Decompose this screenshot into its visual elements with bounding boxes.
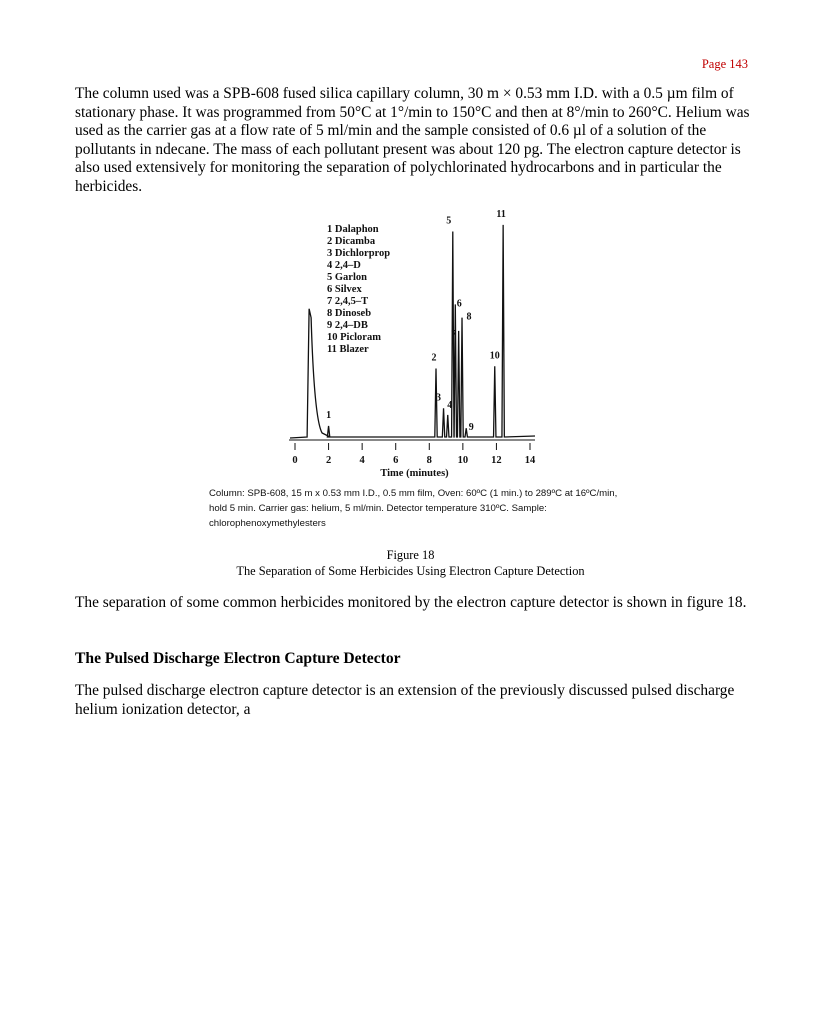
paragraph-column-conditions: The column used was a SPB-608 fused silica capillary column, 30 m × 0.53 mm I.D. with a 0.5 µm film of stationary phase. It was programmed from 50°C at 1°/min to 150°C and then at 8°/min to 260°C. Helium was used as the carrier gas at a flow rate of 5 ml/min and the sample consisted of 0.6 µl of a solution of the pollutants in ndecane. The mass of each pollutant present was about 120 pg. The electron capture detector is also used extensively for monitoring the separation of polychlorinated hydrocarbons and in particular the herbicides.	[75, 85, 750, 195]
figure-18-chromatogram	[200, 208, 630, 528]
peak-label-6: 6	[456, 298, 462, 310]
chromatogram-svg	[200, 208, 630, 488]
peak-label-4: 4	[447, 399, 453, 411]
section-heading: The Pulsed Discharge Electron Capture Detector	[75, 650, 401, 667]
x-tick-label: 10	[457, 455, 469, 466]
paragraph-separation: The separation of some common herbicides monitored by the electron capture detector is shown in figure 18.	[75, 594, 747, 611]
peak-label-11: 11	[496, 208, 506, 220]
peak-label-8: 8	[466, 311, 472, 323]
legend-entry: 8 Dinoseb	[327, 308, 372, 319]
legend-entry: 6 Silvex	[327, 284, 362, 295]
x-axis-title: Time (minutes)	[380, 468, 449, 479]
peak-label-2: 2	[431, 352, 437, 364]
legend-entry: 9 2,4–DB	[327, 320, 368, 331]
x-tick-label: 12	[491, 455, 502, 466]
figure-title: The Separation of Some Herbicides Using Electron Capture Detection	[236, 563, 585, 578]
legend	[327, 224, 390, 355]
legend-entry: 1 Dalaphon	[327, 224, 379, 235]
figure-conditions-note: Column: SPB-608, 15 m x 0.53 mm I.D., 0.5 mm film, Oven: 60ºC (1 min.) to 289ºC at 16ºC/min, hold 5 min. Carrier gas: helium, 5 ml/min. Detector temperature 310ºC. Sample: chlorophenoxymethylesters	[209, 488, 618, 529]
x-axis	[289, 440, 536, 479]
page-number: Page 143	[701, 57, 748, 71]
legend-entry: 5 Garlon	[327, 272, 367, 283]
x-tick-label: 6	[393, 455, 399, 466]
figure-number: Figure 18	[386, 548, 435, 562]
figure-caption	[0, 548, 821, 579]
peak-label-10: 10	[489, 350, 500, 362]
paragraph-pulsed-discharge: The pulsed discharge electron capture detector is an extension of the previously discussed pulsed discharge helium ionization detector, a	[75, 682, 735, 718]
peak-label-5: 5	[446, 215, 452, 227]
peak-label-9: 9	[468, 422, 474, 434]
peak-label-3: 3	[436, 392, 442, 404]
x-tick-label: 0	[292, 455, 298, 466]
legend-entry: 10 Picloram	[327, 332, 381, 343]
peak-label-1: 1	[326, 409, 332, 421]
legend-entry: 3 Dichlorprop	[327, 248, 391, 259]
x-tick-label: 14	[524, 455, 536, 466]
x-tick-label: 2	[325, 455, 332, 466]
peak-label-7: 7	[451, 328, 457, 340]
legend-entry: 2 Dicamba	[327, 236, 376, 247]
x-tick-label: 4	[359, 455, 365, 466]
legend-entry: 7 2,4,5–T	[327, 296, 369, 307]
legend-entry: 4 2,4–D	[327, 260, 361, 271]
legend-entry: 11 Blazer	[327, 344, 369, 355]
x-tick-label: 8	[426, 455, 432, 466]
